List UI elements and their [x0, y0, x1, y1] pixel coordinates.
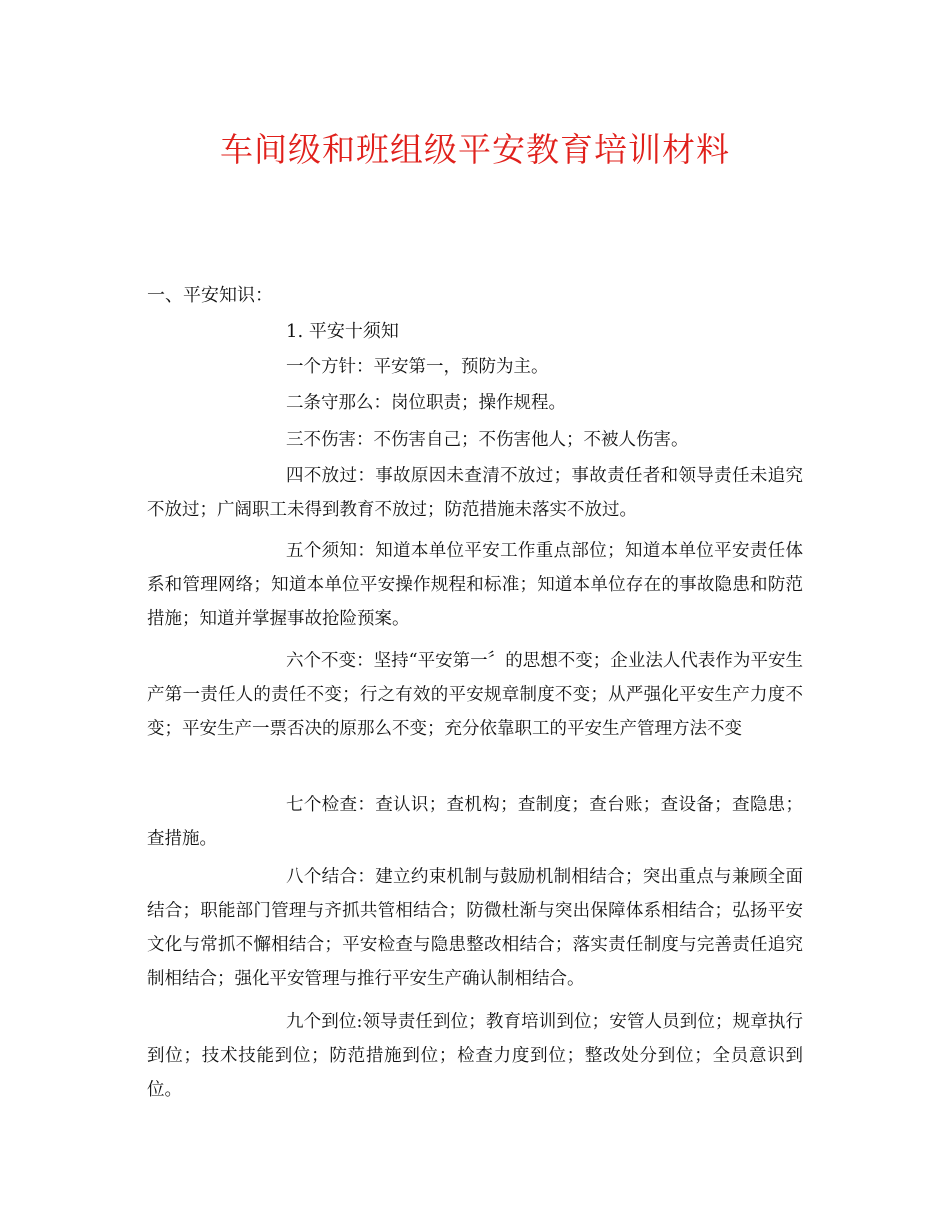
- paragraph-six-unchanged: 六个不变：坚持“平安第一〞的思想不变；企业法人代表作为平安生产第一责任人的责任不变；行之有效的平安规章制度不变；从严强化平安生产力度不变；平安生产一票否决的原那么不变；充分依靠职工的平安生产管理方法不变: [147, 651, 803, 739]
- item-heading: 1. 平安十须知: [286, 321, 399, 342]
- paragraph-five-must-know: 五个须知：知道本单位平安工作重点部位；知道本单位平安责任体系和管理网络；知道本单位平安操作规程和标准；知道本单位存在的事故隐患和防范措施；知道并掌握事故抢险预案。: [147, 541, 803, 629]
- paragraph-three-no-harm: 三不伤害：不伤害自己；不伤害他人；不被人伤害。: [286, 430, 689, 450]
- paragraph-seven-checks: 七个检查：查认识；查机构；查制度；查台账；查设备；查隐患；查措施。: [147, 795, 803, 849]
- document-title: 车间级和班组级平安教育培训材料: [220, 130, 730, 169]
- paragraph-two-rules: 二条守那么：岗位职责；操作规程。: [286, 393, 566, 413]
- paragraph-one-policy: 一个方针：平安第一，预防为主。: [286, 357, 549, 377]
- paragraph-nine-in-place: 九个到位:领导责任到位；教育培训到位；安管人员到位；规章执行到位；技术技能到位；防范措施到位；检查力度到位；整改处分到位；全员意识到位。: [147, 1012, 803, 1100]
- section-heading: 一、平安知识：: [147, 285, 273, 306]
- paragraph-eight-combinations: 八个结合：建立约束机制与鼓励机制相结合；突出重点与兼顾全面结合；职能部门管理与齐抓共管相结合；防微杜渐与突出保障体系相结合；弘扬平安文化与常抓不懈相结合；平安检查与隐患整改相结合；落实责任制度与完善责任追究制相结合；强化平安管理与推行平安生产确认制相结合。: [147, 867, 803, 989]
- paragraph-four-no-release: 四不放过：事故原因未查清不放过；事故责任者和领导责任未追究不放过；广阔职工未得到教育不放过；防范措施未落实不放过。: [147, 466, 803, 520]
